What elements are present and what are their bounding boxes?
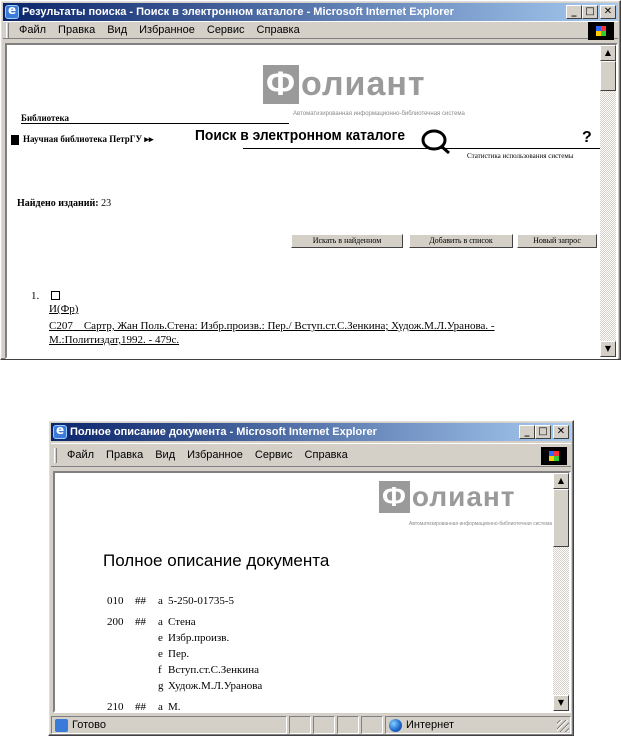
menu-favorites[interactable]: Избранное — [187, 449, 243, 461]
field-010-value: 5-250-01735-5 — [168, 595, 234, 607]
document-heading: Полное описание документа — [103, 551, 330, 570]
status-bar — [51, 716, 571, 734]
window2-titlebar[interactable] — [51, 423, 571, 441]
window1-titlebar[interactable] — [3, 3, 618, 21]
status-cell — [337, 716, 359, 734]
result-description[interactable]: С207 Сартр, Жан Поль.Стена: Избр.произв.: Пер./ Вступ.ст.С.Зенкина; Худож.М.Л.Уранова. - М.:Политиздат,1992. - 479с. — [49, 320, 495, 346]
menubar-grip — [54, 448, 57, 463]
field-200-value: Избр.произв. — [168, 632, 230, 644]
status-cell — [289, 716, 311, 734]
menu-help[interactable]: Справка — [256, 24, 300, 36]
window1-viewport — [5, 43, 618, 359]
resize-grip-icon[interactable] — [557, 720, 569, 732]
result-code[interactable]: И(Фр) — [49, 303, 79, 315]
window1-title: Результаты поиска - Поиск в электронном каталоге - Microsoft Internet Explorer — [22, 6, 454, 18]
field-010-tag: 010 — [107, 595, 124, 607]
menu-favorites[interactable]: Избранное — [139, 24, 195, 36]
menu-file[interactable]: Файл — [67, 449, 95, 461]
field-200-code: g — [158, 680, 164, 692]
field-210-code: a — [158, 701, 163, 713]
library-name[interactable]: Научная библиотека ПетрГУ ▸▸ — [23, 134, 154, 144]
menu-tools[interactable]: Сервис — [206, 24, 245, 36]
window2-menubar — [51, 443, 571, 467]
search-results-window — [0, 0, 621, 360]
library-label: Библиотека — [21, 113, 69, 123]
menu-view[interactable]: Вид — [155, 449, 176, 461]
windows-logo-icon — [541, 447, 567, 465]
menu-help[interactable]: Справка — [304, 449, 348, 461]
field-200-code: a — [158, 616, 163, 628]
ie-icon — [5, 5, 19, 19]
windows-logo-icon — [588, 22, 614, 40]
page-heading: Поиск в электронном каталоге — [195, 127, 406, 144]
maximize-button[interactable]: □ — [582, 5, 598, 19]
ie-icon — [53, 425, 67, 439]
field-200-value: Стена — [168, 616, 196, 628]
field-010-ind: ## — [135, 595, 146, 607]
field-200-code: e — [158, 648, 163, 660]
status-cell — [313, 716, 335, 734]
menu-view[interactable]: Вид — [107, 24, 128, 36]
scroll-down-button[interactable]: ▼ — [600, 341, 616, 357]
window2-title: Полное описание документа - Microsoft Internet Explorer — [70, 426, 377, 438]
full-description-window — [48, 420, 574, 736]
scroll-up-button[interactable]: ▲ — [553, 473, 569, 489]
library-marker-icon — [11, 135, 19, 145]
new-query-button[interactable]: Новый запрос — [517, 234, 597, 248]
minimize-button[interactable]: _ — [519, 425, 535, 439]
close-button[interactable]: ✕ — [553, 425, 569, 439]
scroll-up-button[interactable]: ▲ — [600, 45, 616, 61]
maximize-button[interactable]: □ — [535, 425, 551, 439]
globe-icon — [389, 719, 402, 732]
close-button[interactable]: ✕ — [600, 5, 616, 19]
menu-edit[interactable]: Правка — [58, 24, 96, 36]
window2-viewport — [53, 471, 571, 713]
status-panel — [51, 716, 287, 734]
logo-subtitle: Автоматизированная информационно-библиотечная система — [293, 111, 465, 117]
menu-tools[interactable]: Сервис — [254, 449, 293, 461]
scroll-thumb[interactable] — [600, 61, 616, 91]
field-200-ind: ## — [135, 616, 146, 628]
add-to-list-button[interactable]: Добавить в список — [409, 234, 513, 248]
help-icon[interactable]: ? — [582, 129, 592, 146]
menu-edit[interactable]: Правка — [106, 449, 144, 461]
window1-scrollbar[interactable] — [600, 45, 616, 357]
logo-subtitle: Автоматизированная информационно-библиотечная система — [409, 521, 553, 527]
zone-text: Интернет — [406, 719, 454, 731]
menubar-grip — [6, 23, 9, 38]
field-210-ind: ## — [135, 701, 146, 713]
field-200-value: Вступ.ст.С.Зенкина — [168, 664, 259, 676]
minimize-button[interactable]: _ — [566, 5, 582, 19]
result-checkbox[interactable] — [51, 291, 60, 300]
field-200-tag: 200 — [107, 616, 124, 628]
result-number: 1. — [31, 290, 40, 302]
scroll-down-button[interactable]: ▼ — [553, 695, 569, 711]
field-200-value: Худож.М.Л.Уранова — [168, 680, 263, 692]
status-cell — [361, 716, 383, 734]
field-200-code: f — [158, 664, 162, 676]
search-in-found-button[interactable]: Искать в найденном — [291, 234, 403, 248]
found-count: Найдено изданий: 23 — [17, 198, 112, 209]
window2-scrollbar[interactable] — [553, 473, 569, 711]
field-210-value: М. — [168, 701, 181, 713]
stats-link[interactable]: Статистика использования системы — [467, 152, 574, 160]
page-icon — [55, 719, 68, 732]
status-text: Готово — [72, 719, 106, 731]
menu-file[interactable]: Файл — [19, 24, 47, 36]
zone-panel — [385, 716, 571, 734]
field-200-code: e — [158, 632, 163, 644]
scroll-thumb[interactable] — [553, 489, 569, 547]
foliant-logo: Ф олиант — [379, 481, 516, 513]
foliant-logo: Ф олиант — [263, 65, 426, 104]
field-210-tag: 210 — [107, 701, 124, 713]
header-rule — [21, 123, 289, 124]
magnifier-icon — [421, 129, 451, 155]
window1-menubar — [3, 21, 618, 39]
field-200-value: Пер. — [168, 648, 190, 660]
field-010-code: a — [158, 595, 163, 607]
